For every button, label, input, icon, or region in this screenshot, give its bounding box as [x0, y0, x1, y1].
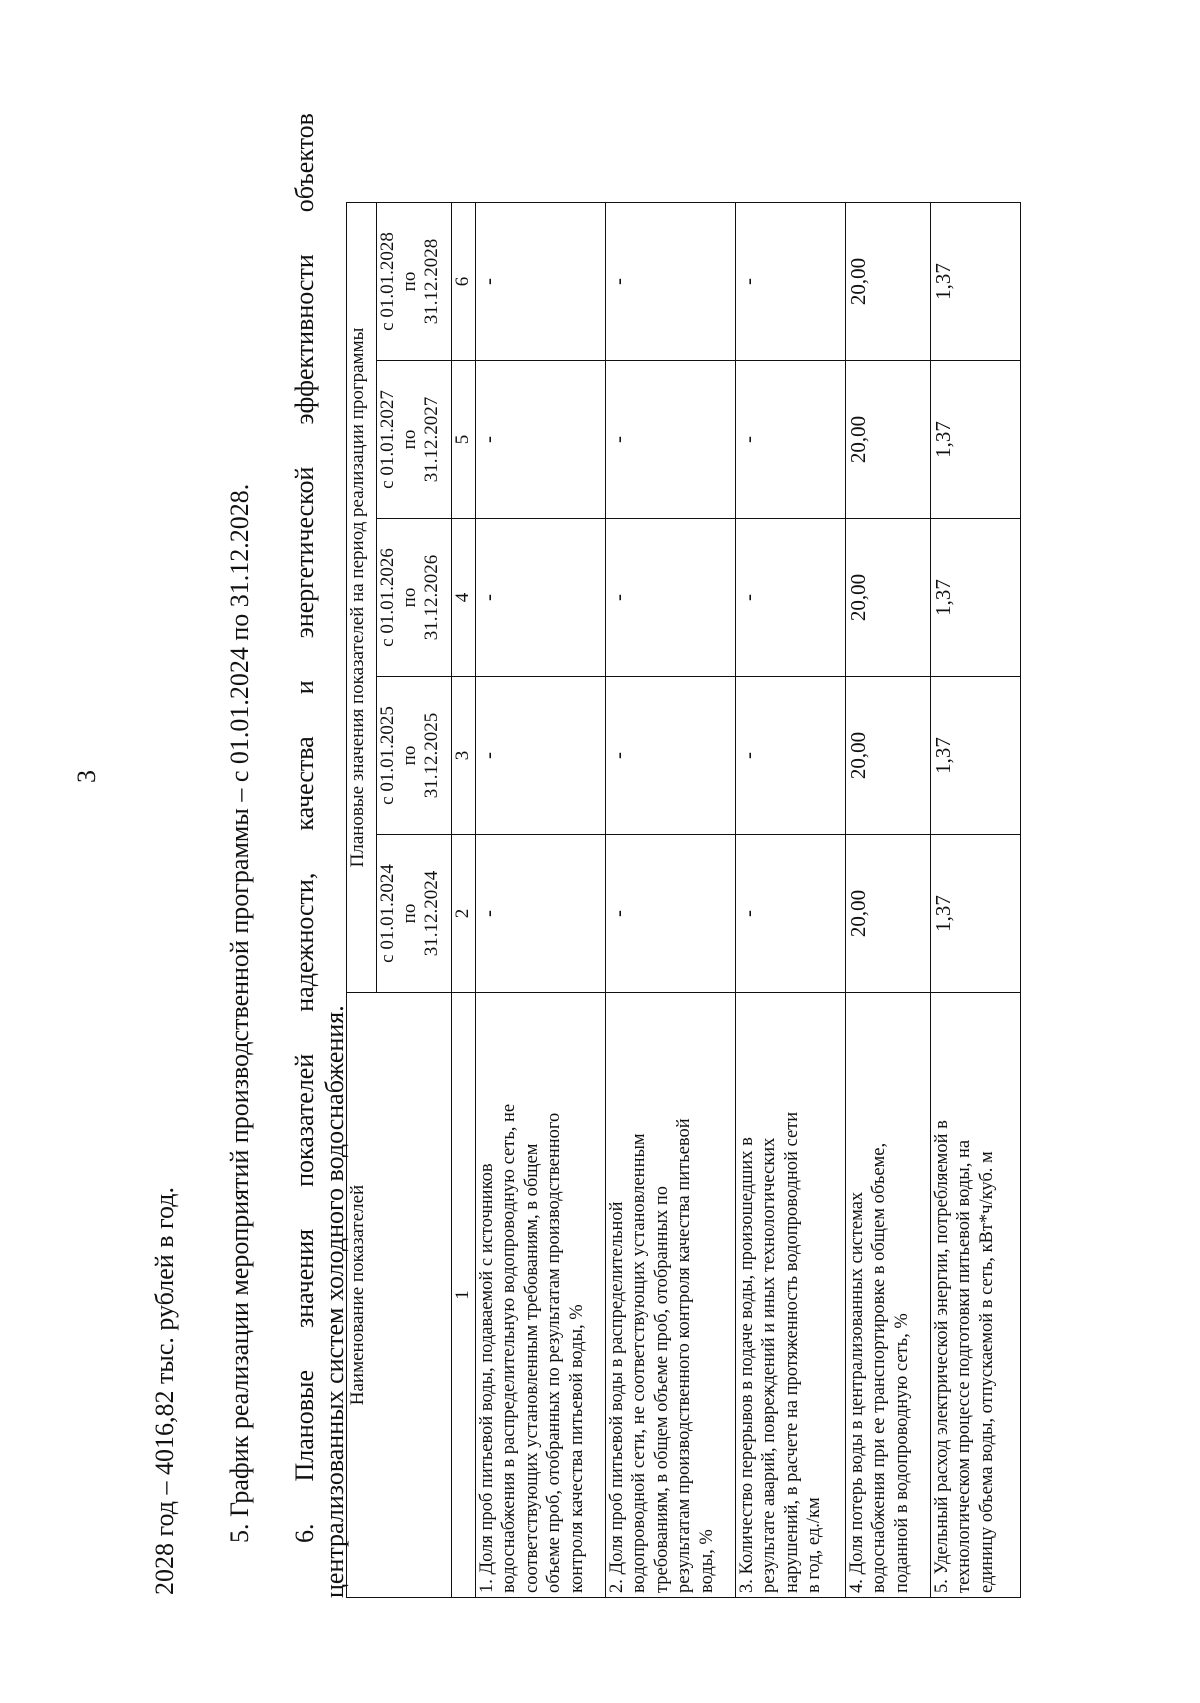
indicator-value: 1,37 [930, 361, 1020, 519]
indicator-value: - [735, 203, 845, 361]
indicator-value: 1,37 [930, 203, 1020, 361]
period-from: с 01.01.2025 [377, 706, 398, 805]
period-to: 31.12.2027 [420, 396, 442, 483]
indicator-name-line: 1. Доля проб питьевой воды, подаваемой с источников [476, 1163, 497, 1593]
period-to: 31.12.2025 [420, 712, 442, 799]
indicator-value: - [475, 835, 605, 993]
heading-word: объектов [290, 113, 319, 213]
indicator-value: - [735, 835, 845, 993]
indicator-value: 20,00 [845, 203, 930, 361]
indicator-value: 1,37 [930, 835, 1020, 993]
section-6-heading-cont: централизованных систем холодного водоснабжения. [320, 1005, 349, 1598]
indicator-name-line: нарушений, в расчете на протяженность водопроводной сети [781, 1111, 802, 1593]
indicator-value: - [735, 519, 845, 677]
indicator-name-line: результатам производственного контроля качества питьевой [674, 1118, 695, 1593]
indicator-value: - [735, 361, 845, 519]
section-6-heading [290, 113, 320, 1543]
indicator-value: - [735, 677, 845, 835]
indicators-table [346, 202, 1021, 1598]
column-number: 6 [452, 203, 476, 361]
table-row [475, 203, 605, 1598]
column-number: 4 [452, 519, 476, 677]
column-number: 1 [452, 993, 476, 1598]
indicator-name-line: 2. Доля проб питьевой воды в распределительной [606, 1201, 627, 1593]
period-by: по [398, 903, 420, 924]
heading-word: и [290, 680, 319, 695]
column-number: 2 [452, 835, 476, 993]
table-row [605, 203, 735, 1598]
indicator-value: 20,00 [845, 519, 930, 677]
indicator-name-line: водопроводной сети, не соответствующих установленным [629, 1133, 650, 1593]
indicator-name-line: в год, ед./км [804, 1497, 825, 1593]
indicator-name-line: 4. Доля потерь воды в централизованных системах [846, 1191, 867, 1593]
page-number: 3 [72, 770, 101, 783]
period-to: 31.12.2026 [420, 554, 442, 641]
heading-word: надежности, [290, 872, 319, 1012]
indicator-name-line: водоснабжения при ее транспортировке в общем объеме, [869, 1142, 890, 1593]
indicator-value: - [605, 203, 735, 361]
indicator-value: - [605, 835, 735, 993]
indicator-value: - [475, 361, 605, 519]
indicator-value: 1,37 [930, 677, 1020, 835]
period-by: по [398, 745, 420, 766]
period-to: 31.12.2024 [420, 870, 442, 957]
heading-word: показателей [290, 1053, 319, 1187]
indicator-value: - [605, 361, 735, 519]
table-row [735, 203, 845, 1598]
indicator-name-line: водоснабжения в распределительную водопроводную сеть, не [499, 1103, 520, 1593]
indicator-value: 20,00 [845, 835, 930, 993]
indicator-name-line: объеме проб, отобранных по результатам производственного [544, 1112, 565, 1593]
heading-word: эффективности [290, 254, 319, 425]
heading-word: энергетической [290, 466, 319, 639]
indicator-value: - [475, 203, 605, 361]
indicator-value: - [475, 519, 605, 677]
indicator-name-line: результате аварий, повреждений и иных технологических [759, 1137, 780, 1593]
plan-values-header: Плановые значения показателей на период реализации программы [347, 203, 377, 993]
period-from: с 01.01.2028 [377, 232, 398, 331]
indicator-name [605, 993, 735, 1598]
period-header-2026 [377, 519, 452, 677]
table-row [930, 203, 1020, 1598]
column-number: 3 [452, 677, 476, 835]
indicator-name-line: соответствующих установленным требованиям, в общем [521, 1143, 542, 1593]
period-from: с 01.01.2027 [377, 390, 398, 489]
indicator-name [845, 993, 930, 1598]
indicator-name-line: контроля качества питьевой воды, % [567, 1304, 588, 1593]
period-by: по [398, 429, 420, 450]
indicator-value: 20,00 [845, 361, 930, 519]
indicator-name-line: 5. Удельный расход электрической энергии, потребляемой в [931, 1120, 952, 1593]
period-to: 31.12.2028 [420, 238, 442, 325]
period-header-2025 [377, 677, 452, 835]
period-header-2027 [377, 361, 452, 519]
cost-line-2028: 2028 год – 4016,82 тыс. рублей в год. [150, 1187, 179, 1595]
column-number: 5 [452, 361, 476, 519]
indicator-value: 1,37 [930, 519, 1020, 677]
indicator-name-line: 3. Количество перерывов в подаче воды, произошедших в [736, 1137, 757, 1593]
period-by: по [398, 587, 420, 608]
name-column-header: Наименование показателей [347, 993, 452, 1598]
period-header-2028 [377, 203, 452, 361]
period-from: с 01.01.2024 [377, 864, 398, 963]
heading-word: значения [290, 1228, 319, 1328]
heading-word: 6. [290, 1523, 319, 1543]
period-by: по [398, 271, 420, 292]
heading-word: качества [290, 736, 319, 831]
indicator-value: - [475, 677, 605, 835]
indicator-name-line: требованиям, в общем объеме проб, отобранных по [651, 1185, 672, 1593]
indicator-name-line: технологическом процессе подготовки питьевой воды, на [954, 1139, 975, 1593]
indicator-name-line: поданной в водопроводную сеть, % [891, 1313, 912, 1593]
section-5-schedule: 5. График реализации мероприятий производственной программы – с 01.01.2024 по 31.12.2028. [225, 483, 254, 1543]
indicator-name [930, 993, 1020, 1598]
indicator-value: - [605, 519, 735, 677]
indicator-value: 20,00 [845, 677, 930, 835]
period-header-2024 [377, 835, 452, 993]
header-row-group [347, 203, 377, 1598]
heading-word: Плановые [290, 1370, 319, 1482]
column-numbers-row [452, 203, 476, 1598]
table-row [845, 203, 930, 1598]
indicator-name [475, 993, 605, 1598]
indicator-name [735, 993, 845, 1598]
indicator-value: - [605, 677, 735, 835]
indicator-name-line: единицу объема воды, отпускаемой в сеть, кВт*ч/куб. м [976, 1151, 997, 1593]
indicator-name-line: воды, % [697, 1529, 718, 1593]
period-from: с 01.01.2026 [377, 548, 398, 647]
